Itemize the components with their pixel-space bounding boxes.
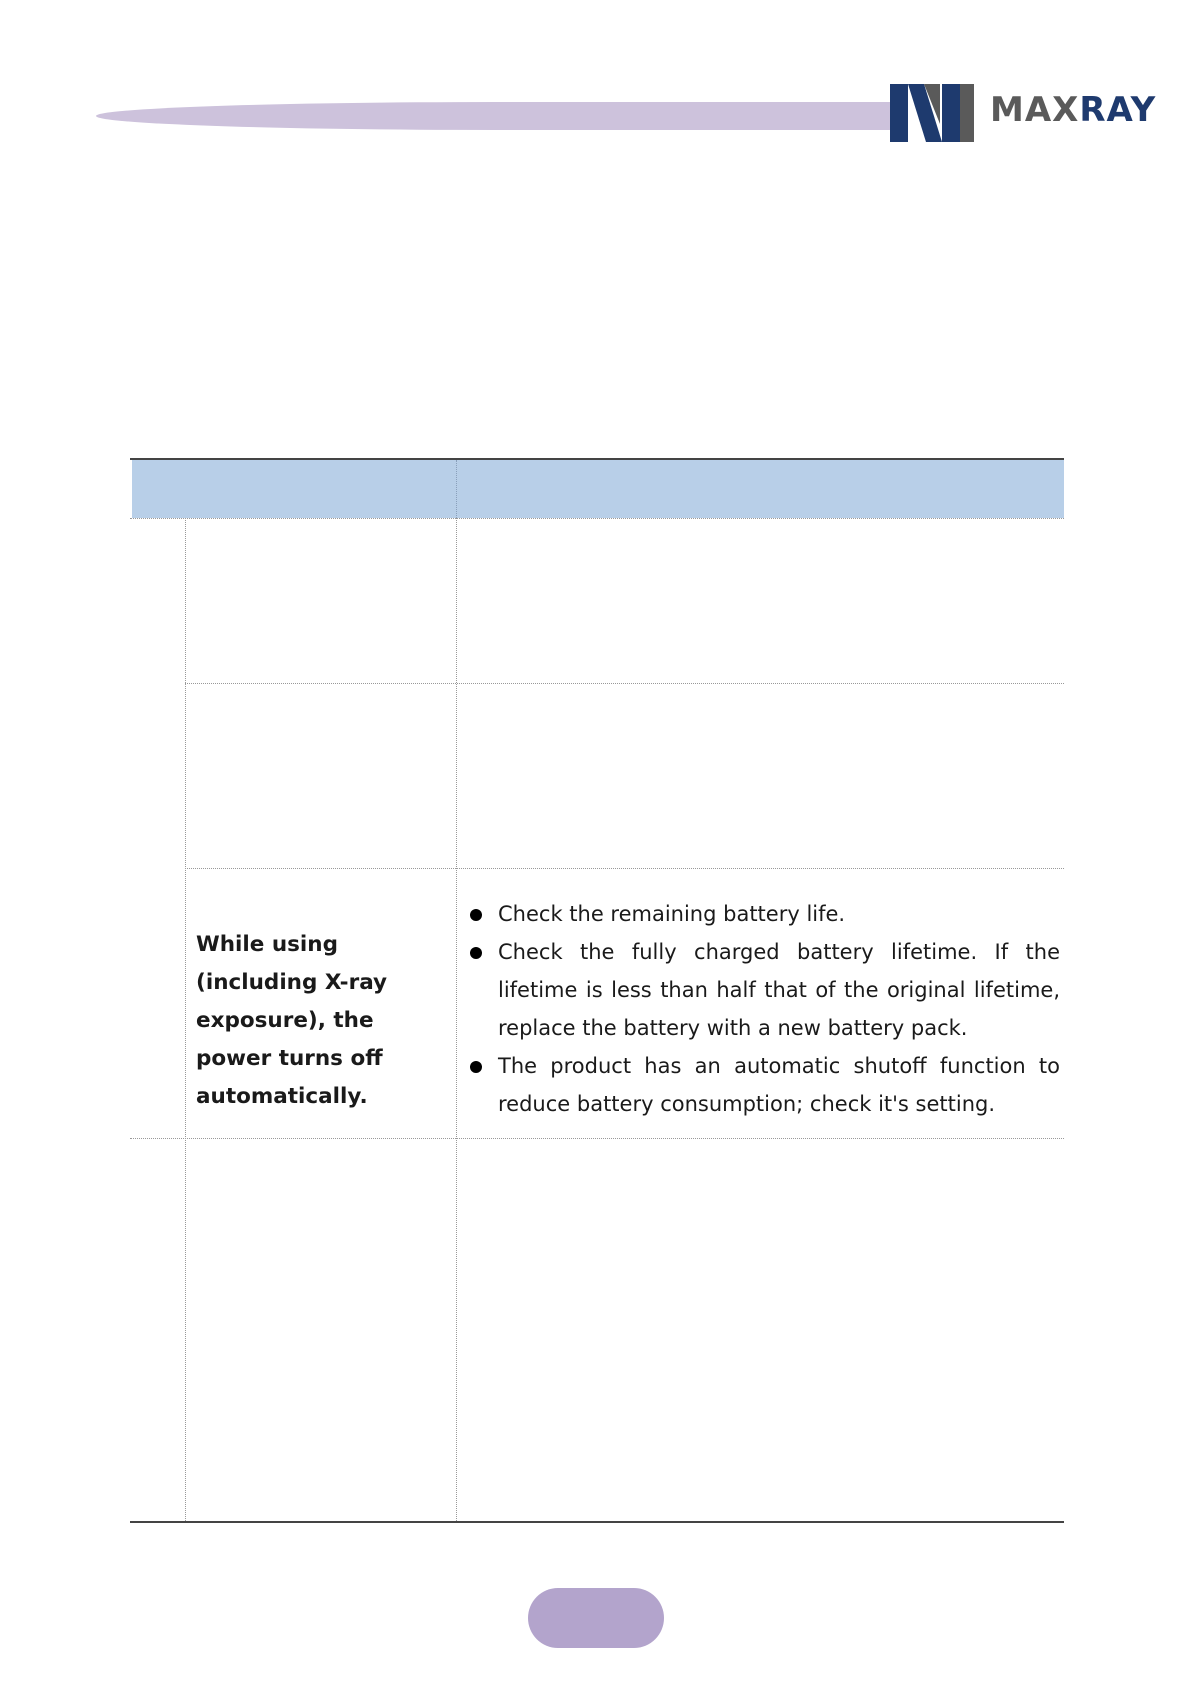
solution-item <box>470 895 1060 933</box>
brand-name-part2: RAY <box>1079 90 1157 130</box>
bullet-icon <box>470 947 482 959</box>
solution-list <box>470 895 1060 1123</box>
solution-item <box>470 933 1060 1047</box>
row-divider <box>130 518 1064 519</box>
page-number-tab <box>528 1588 664 1648</box>
troubleshooting-table <box>130 458 1064 1523</box>
bullet-icon <box>470 1061 482 1073</box>
bullet-icon <box>470 909 482 921</box>
solution-text: The product has an automatic shutoff function to reduce battery consumption; check it's setting. <box>498 1054 1060 1116</box>
category-column-divider <box>185 518 186 1521</box>
problem-cell: While using (including X-ray exposure), the power turns off automatically. <box>196 932 388 1109</box>
header-band <box>96 102 896 130</box>
solution-text: Check the remaining battery life. <box>498 902 846 926</box>
row-divider <box>130 1138 1064 1139</box>
table-bottom-rule <box>130 1521 1064 1523</box>
table-header-divider <box>456 460 458 518</box>
problem-column-divider <box>456 518 457 1521</box>
row-divider <box>185 868 1064 869</box>
brand-name <box>990 90 1156 130</box>
solution-item <box>470 1047 1060 1123</box>
brand-name-part1: MAX <box>990 90 1080 130</box>
maxray-m-icon <box>890 84 974 142</box>
row-divider <box>185 683 1064 684</box>
table-header-row <box>132 460 1064 518</box>
solution-text: Check the fully charged battery lifetime. If the lifetime is less than half that of the original lifetime, replace the battery with a new battery pack. <box>498 940 1060 1040</box>
